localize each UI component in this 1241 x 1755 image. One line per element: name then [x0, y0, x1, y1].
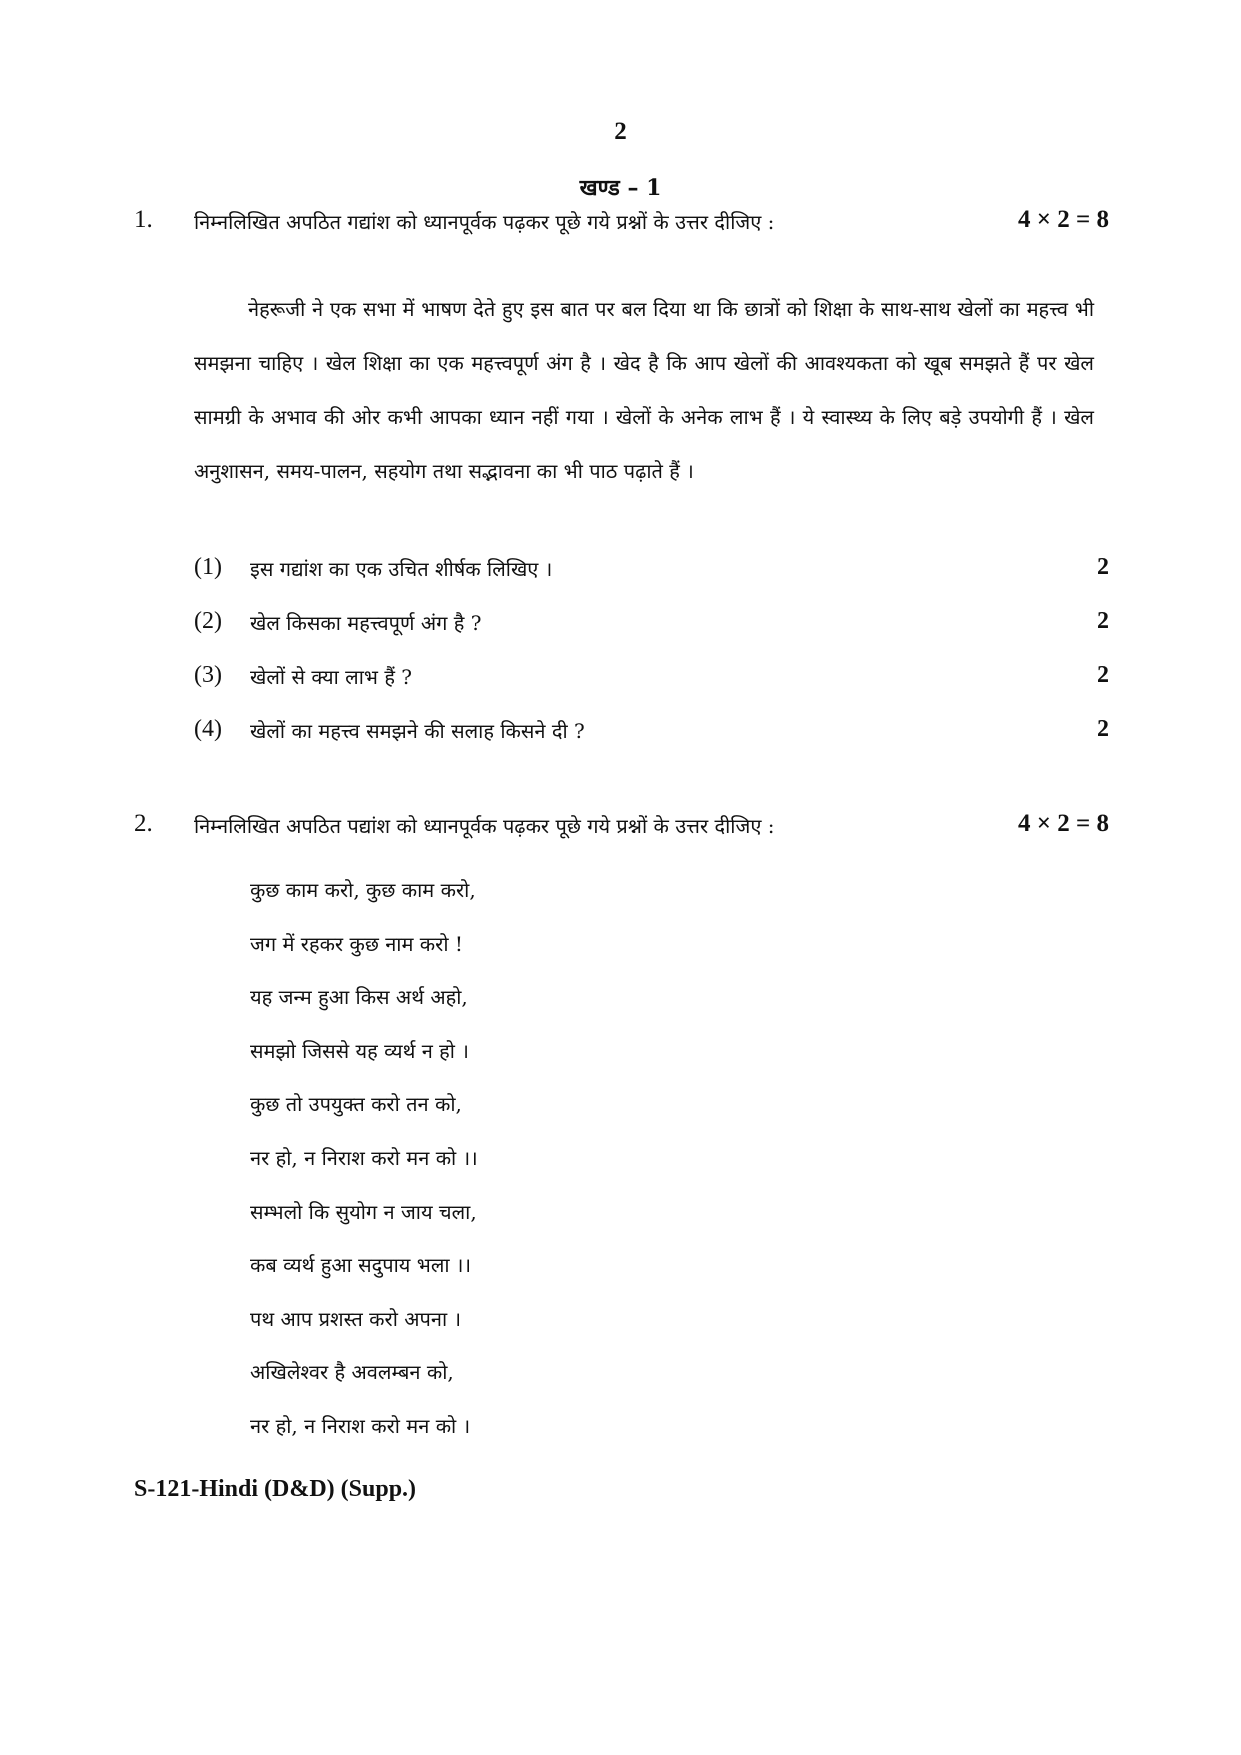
question-1-sub-1-marks: 2: [1097, 554, 1109, 580]
question-1-passage: नेहरूजी ने एक सभा में भाषण देते हुए इस बात पर बल दिया था कि छात्रों को शिक्षा के साथ-साथ खेलों का महत्त्व भी समझना चाहिए । खेल शिक्षा का एक महत्त्वपूर्ण अंग है । खेद है कि आप खेलों की आवश्यकता को खूब समझते हैं पर खेल सामग्री के अभाव की ओर कभी आपका ध्यान नहीं गया । खेलों के अनेक लाभ हैं । ये स्वास्थ्य के लिए बड़े उपयोगी हैं । खेल अनुशासन, समय-पालन, सहयोग तथा सद्भावना का भी पाठ पढ़ाते हैं ।: [194, 297, 1094, 483]
poem-line: पथ आप प्रशस्त करो अपना ।: [250, 1306, 462, 1331]
poem-line: कुछ काम करो, कुछ काम करो,: [250, 878, 476, 902]
paper-code-footer: S-121-Hindi (D&D) (Supp.): [134, 1476, 417, 1502]
question-1-sub-3-marks: 2: [1097, 662, 1109, 688]
question-1-sub-4-text: खेलों का महत्त्व समझने की सलाह किसने दी ?: [250, 719, 585, 743]
question-1-instruction: निम्नलिखित अपठित गद्यांश को ध्यानपूर्वक पढ़कर पूछे गये प्रश्नों के उत्तर दीजिए :: [194, 210, 775, 234]
poem-line: यह जन्म हुआ किस अर्थ अहो,: [250, 985, 468, 1010]
poem-line: समझो जिससे यह व्यर्थ न हो ।: [250, 1038, 469, 1063]
question-2-poem: [250, 864, 478, 1454]
poem-line: कब व्यर्थ हुआ सदुपाय भला ।।: [250, 1253, 472, 1278]
question-2-number: 2.: [134, 810, 153, 837]
poem-line: जग में रहकर कुछ नाम करो !: [250, 931, 463, 956]
poem-line: नर हो, न निराश करो मन को ।।: [250, 1145, 478, 1170]
poem-line: नर हो, न निराश करो मन को ।: [250, 1413, 471, 1438]
page-number: 2: [614, 118, 627, 145]
question-2-marks: 4 × 2 = 8: [1018, 810, 1109, 837]
question-1-number: 1.: [134, 206, 153, 233]
poem-line: सम्भलो कि सुयोग न जाय चला,: [250, 1199, 477, 1224]
question-1-sub-4-number: (4): [194, 716, 222, 742]
poem-line: अखिलेश्वर है अवलम्बन को,: [250, 1360, 454, 1385]
section-title: खण्ड – 1: [579, 175, 662, 201]
question-1-sub-1-text: इस गद्यांश का एक उचित शीर्षक लिखिए ।: [250, 557, 553, 581]
question-2-instruction: निम्नलिखित अपठित पद्यांश को ध्यानपूर्वक पढ़कर पूछे गये प्रश्नों के उत्तर दीजिए :: [194, 814, 775, 838]
question-1-sub-3-number: (3): [194, 662, 222, 688]
question-1-sub-4-marks: 2: [1097, 716, 1109, 742]
question-1-marks: 4 × 2 = 8: [1018, 206, 1109, 233]
poem-line: कुछ तो उपयुक्त करो तन को,: [250, 1092, 462, 1117]
question-1-sub-1-number: (1): [194, 554, 222, 580]
question-1-sub-2-marks: 2: [1097, 608, 1109, 634]
question-1-sub-2-number: (2): [194, 608, 222, 634]
question-1-sub-2-text: खेल किसका महत्त्वपूर्ण अंग है ?: [250, 611, 482, 635]
question-1-sub-3-text: खेलों से क्या लाभ हैं ?: [250, 665, 413, 689]
